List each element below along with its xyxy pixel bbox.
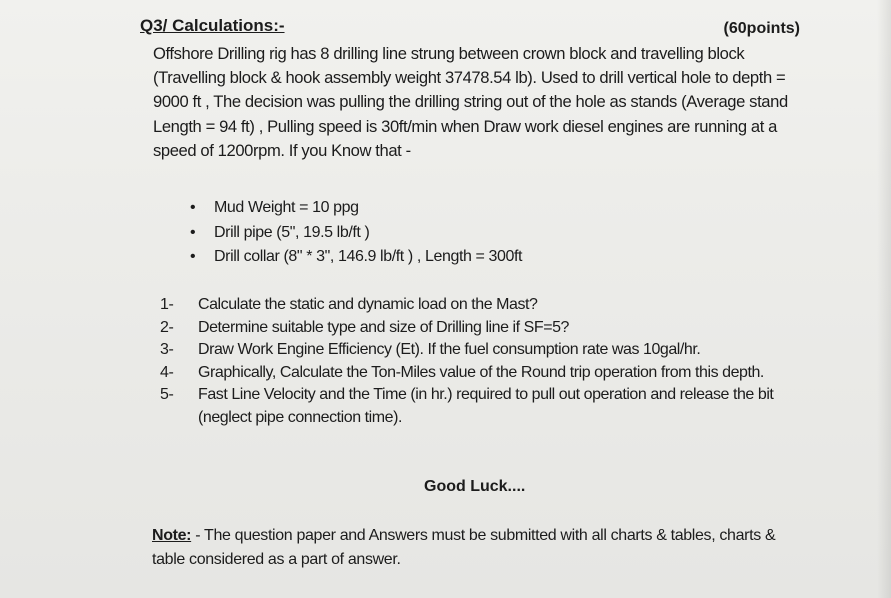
statement-line: speed of 1200rpm. If you Know that - [153, 140, 411, 160]
question-number: 2- [160, 318, 174, 336]
problem-statement [153, 42, 813, 163]
statement-line: 9000 ft , The decision was pulling the drilling string out of the hole as stands (Average stand [153, 92, 788, 112]
question-text: Calculate the static and dynamic load on the Mast? [198, 296, 538, 313]
paper-edge-shadow [877, 0, 891, 598]
question-item [160, 317, 840, 340]
question-item [160, 384, 840, 407]
statement-line: (Travelling block & hook assembly weight 37478.54 lb). Used to drill vertical hole to depth = [153, 68, 786, 88]
question-text-continuation: (neglect pipe connection time). [198, 408, 402, 426]
statement-line: Length = 94 ft) , Pulling speed is 30ft/min when Draw work diesel engines are running at a [153, 116, 777, 136]
note-label: Note: [152, 527, 192, 544]
question-number: 1- [160, 296, 174, 313]
question-number: 5- [160, 386, 174, 403]
question-number: 4- [160, 363, 174, 381]
question-item [160, 339, 840, 362]
given-item-mud-weight: • Mud Weight = 10 ppg [190, 196, 670, 221]
note-line [152, 524, 832, 548]
question-number: 3- [160, 341, 174, 358]
question-item [160, 362, 840, 385]
question-item [160, 294, 840, 317]
note-text: - The question paper and Answers must be submitted with all charts & tables, charts & [195, 527, 776, 544]
closing-text: Good Luck.... [424, 478, 526, 495]
given-item-drill-collar: • Drill collar (8" * 3", 146.9 lb/ft ) , Length = 300ft [190, 245, 670, 270]
note-line: table considered as a part of answer. [152, 551, 401, 568]
question-header [140, 12, 800, 40]
given-item-drill-pipe: • Drill pipe (5", 19.5 lb/ft ) [190, 221, 670, 246]
question-text: Determine suitable type and size of Drilling line if SF=5? [198, 318, 569, 336]
statement-line: Offshore Drilling rig has 8 drilling line strung between crown block and travelling block [153, 44, 745, 63]
question-text: Graphically, Calculate the Ton-Miles value of the Round trip operation from this depth. [198, 363, 764, 381]
question-list [160, 294, 840, 429]
question-title: Q3/ Calculations:- [140, 16, 285, 35]
points-label: (60points) [723, 20, 800, 37]
question-text: Draw Work Engine Efficiency (Et). If the fuel consumption rate was 10gal/hr. [198, 341, 701, 358]
given-data-list [190, 196, 670, 270]
note-block [152, 524, 832, 572]
question-text: Fast Line Velocity and the Time (in hr.) required to pull out operation and release the bit [198, 386, 774, 403]
